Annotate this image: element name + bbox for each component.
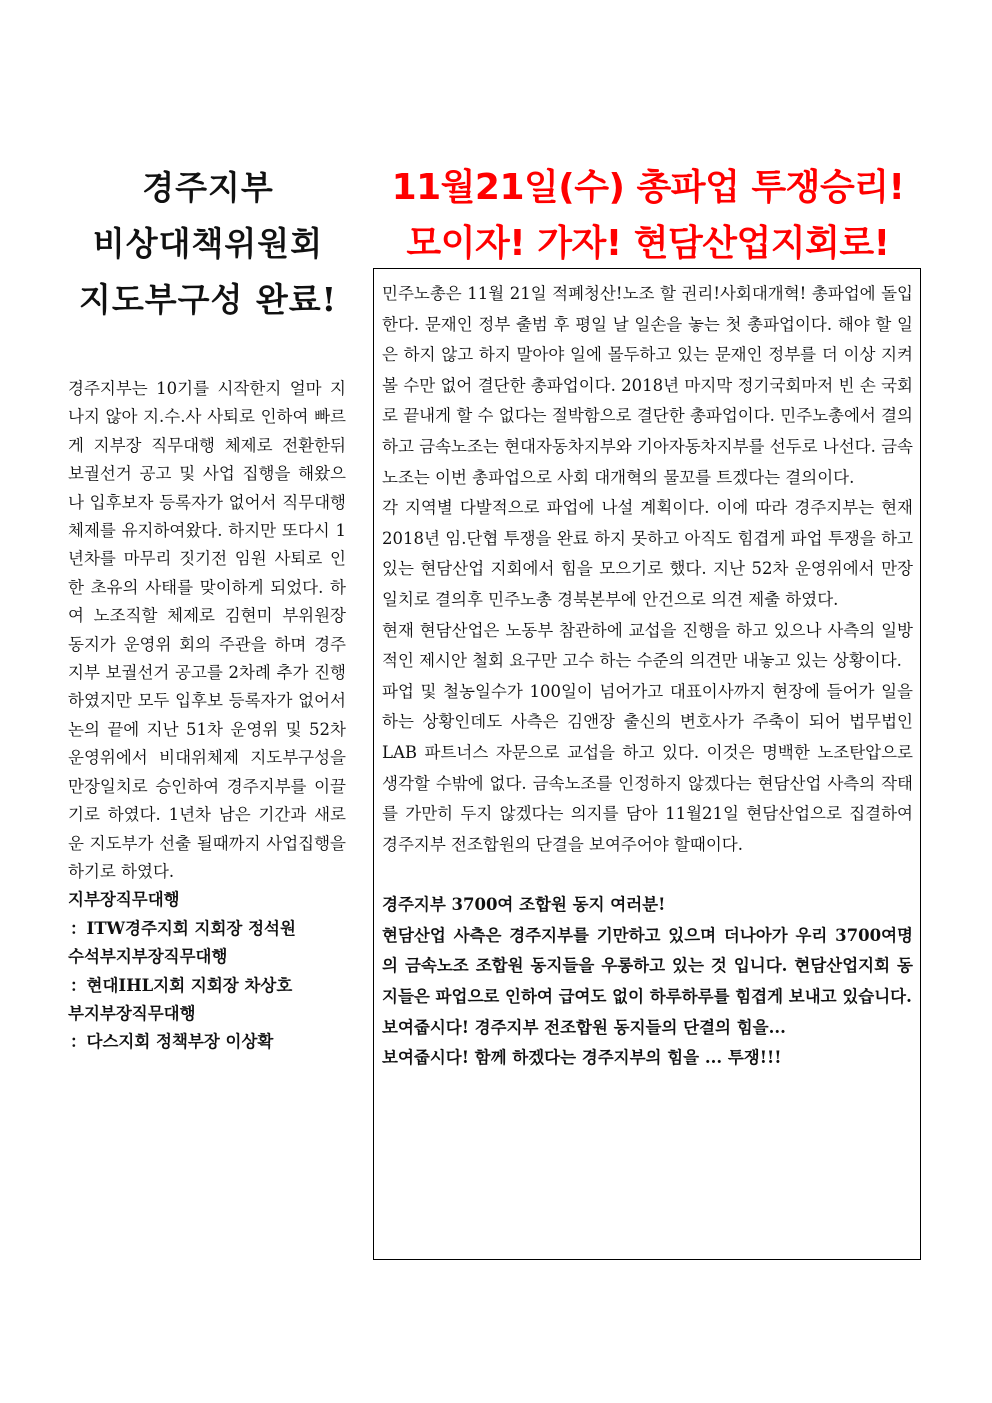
main-article-box: [373, 268, 921, 1260]
appeal-body: 현담산업 사측은 경주지부를 기만하고 있으며 더나아가 우리 3700여명의 금속노조 조합원 동지들을 우롱하고 있는 것 입니다. 현담산업지회 동지들은 파업으로 인하여 급여도 없이 하루하루를 힘겹게 보내고 있습니다.: [382, 925, 913, 1007]
role-name-3: ：다스지회 정책부장 이상확: [70, 1032, 274, 1052]
closing-line-2: 보여줍시다! 함께 하겠다는 경주지부의 힘을 ... 투쟁!!!: [382, 1048, 782, 1068]
headline: [374, 160, 922, 272]
article-paragraph-2: 각 지역별 다발적으로 파업에 나설 계획이다. 이에 따라 경주지부는 현재 2018년 임.단협 투쟁을 완료 하지 못하고 아직도 힘겹게 파업 투쟁을 하고 있는 현담산업 지회에서 힘을 모으기로 했다. 지난 52차 운영위에서 만장일치로 결의후 민주노총 경북본부에 안건으로 의견 제출 하였다.: [382, 498, 913, 609]
headline-line-1: 11월21일(수) 총파업 투쟁승리!: [391, 167, 905, 208]
left-title-line-2: 비상대책위원회: [92, 224, 324, 263]
article-paragraph-3: 현재 현담산업은 노동부 참관하에 교섭을 진행을 하고 있으나 사측의 일방적인 제시안 철회 요구만 고수 하는 수준의 의견만 내놓고 있는 상황이다.: [382, 620, 913, 671]
role-list: [68, 886, 346, 1056]
article-paragraph-1: 민주노총은 11월 21일 적폐청산!노조 할 권리!사회대개혁! 총파업에 돌입한다. 문재인 정부 출범 후 평일 날 일손을 놓는 첫 총파업이다. 해야 할 일은 하지 않고 하지 말아야 일에 몰두하고 있는 문재인 정부를 더 이상 지켜볼 수만 없어 결단한 총파업이다. 2018년 마지막 정기국회마저 빈 손 국회로 끝내게 할 수 없다는 절박함으로 결단한 총파업이다. 민주노총에서 결의하고 금속노조는 현대자동차지부와 기아자동차지부를 선두로 나선다. 금속노조는 이번 총파업으로 사회 대개혁의 물꼬를 트겠다는 결의이다.: [382, 284, 913, 487]
left-title: [68, 160, 348, 328]
left-article: [68, 375, 346, 1057]
role-title-3: 부지부장직무대행: [68, 1003, 196, 1023]
closing-line-1: 보여줍시다! 경주지부 전조합원 동지들의 단결의 힘을...: [382, 1017, 786, 1037]
article-paragraph-4: 파업 및 철농일수가 100일이 넘어가고 대표이사까지 현장에 들어가 일을 하는 상황인데도 사측은 김앤장 출신의 변호사가 주축이 되어 법무법인LAB 파트너스 자문으로 교섭을 하고 있다. 이것은 명백한 노조탄압으로 생각할 수밖에 없다. 금속노조를 인정하지 않겠다는 현담산업 사측의 작태를 가만히 두지 않겠다는 의지를 담아 11월21일 현담산업으로 집결하여 경주지부 전조합원의 단결을 보여주어야 할때이다.: [382, 681, 913, 854]
left-column: [68, 160, 348, 328]
role-name-2: ：현대IHL지회 지회장 차상호: [70, 975, 293, 995]
headline-line-2: 모이자! 가자! 현담산업지회로!: [406, 223, 890, 264]
role-name-1: ：ITW경주지회 지회장 정석원: [70, 918, 296, 938]
role-title-1: 지부장직무대행: [68, 890, 180, 910]
left-title-line-1: 경주지부: [142, 168, 274, 207]
left-title-line-3: 지도부구성 완료!: [78, 280, 338, 319]
spacer: [382, 860, 913, 890]
appeal-heading: 경주지부 3700여 조합원 동지 여러분!: [382, 895, 666, 915]
role-title-2: 수석부지부장직무대행: [68, 947, 228, 967]
left-article-body: 경주지부는 10기를 시작한지 얼마 지나지 않아 지.수.사 사퇴로 인하여 빠르게 지부장 직무대행 체제로 전환한뒤 보궐선거 공고 및 사업 집행을 해왔으나 입후보자 등록자가 없어서 직무대행 체제를 유지하여왔다. 하지만 또다시 1년차를 마무리 짓기전 임원 사퇴로 인한 초유의 사태를 맞이하게 되었다. 하여 노조직할 체제로 김현미 부위원장 동지가 운영위 회의 주관을 하며 경주지부 보궐선거 공고를 2차례 추가 진행하였지만 모두 입후보 등록자가 없어서 논의 끝에 지난 51차 운영위 및 52차 운영위에서 비대위체제 지도부구성을 만장일치로 승인하여 경주지부를 이끌기로 하였다. 1년차 남은 기간과 새로운 지도부가 선출 될때까지 사업집행을 하기로 하였다.: [68, 379, 346, 881]
